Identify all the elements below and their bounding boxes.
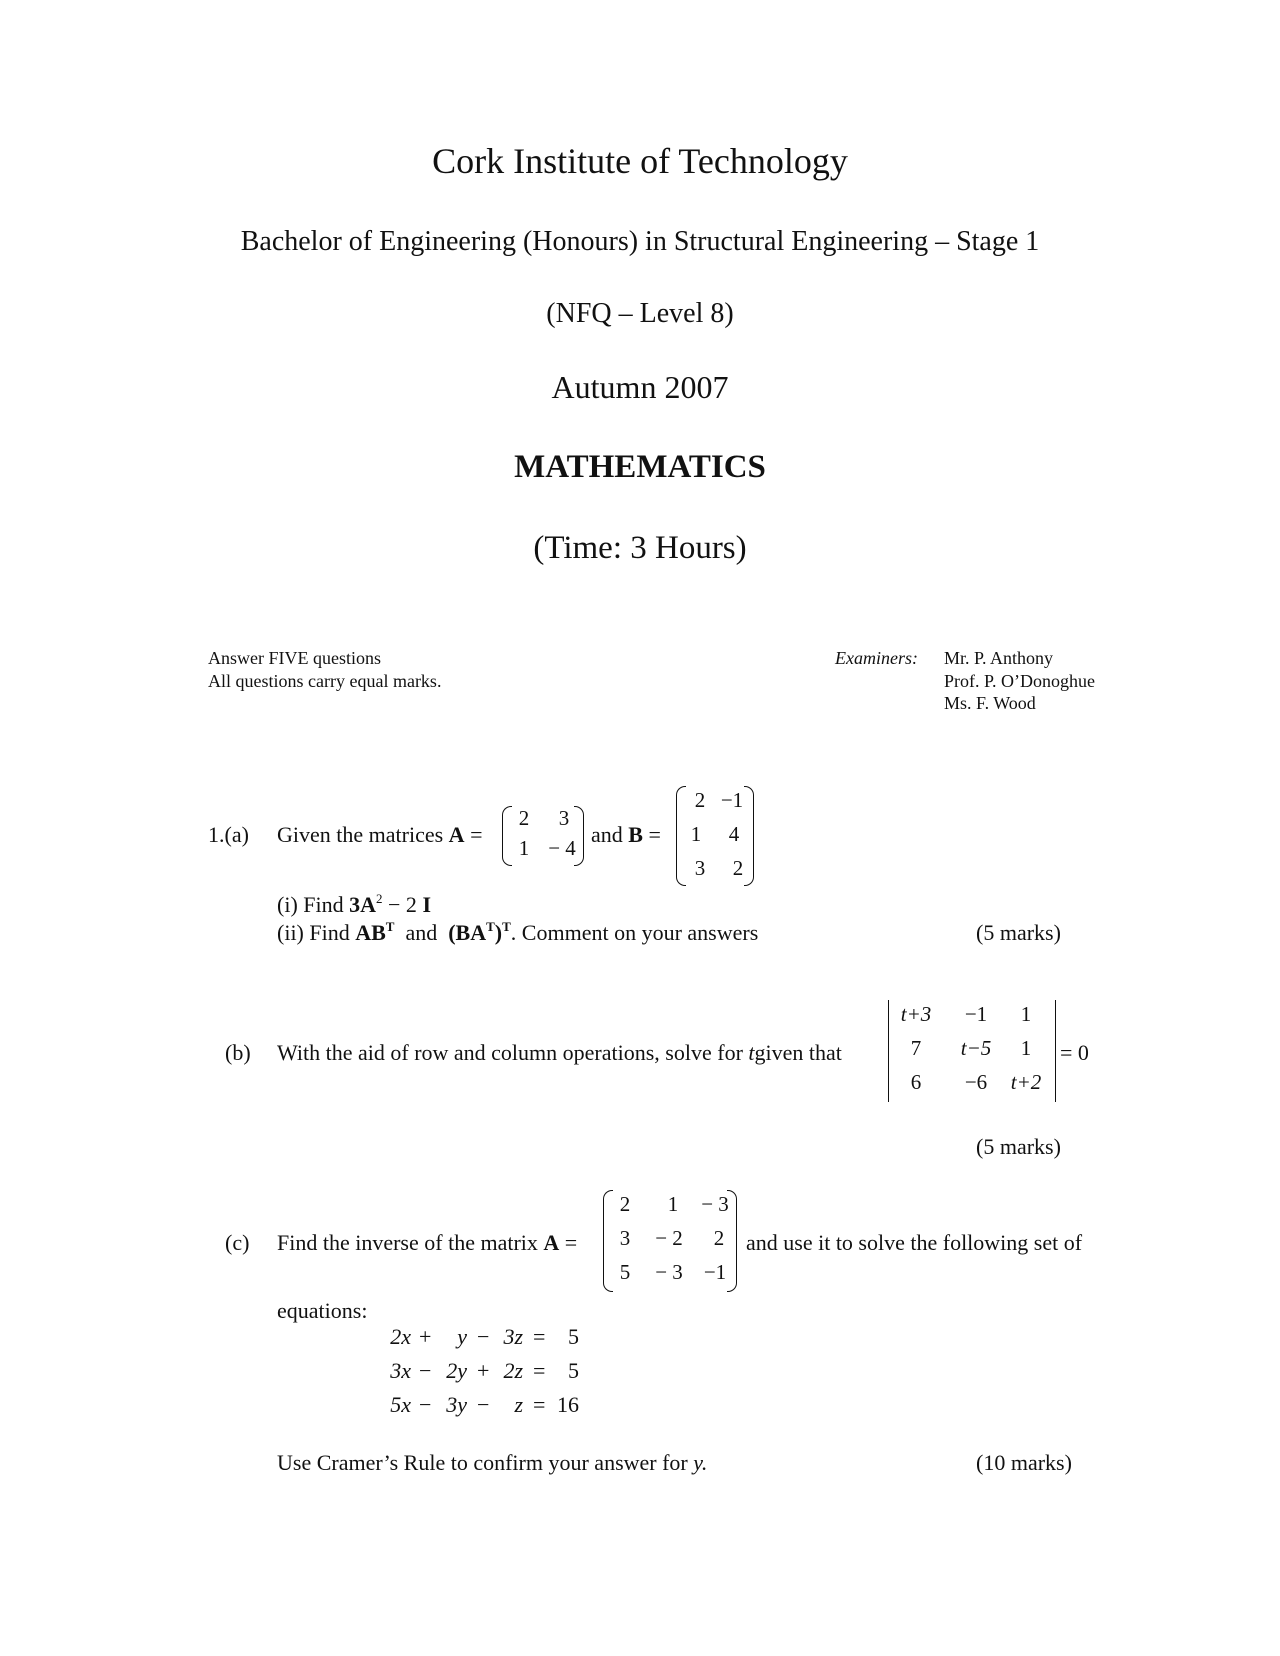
det-cell: −6 xyxy=(964,1070,988,1094)
matrix-cell: −1 xyxy=(720,788,744,812)
cramer-text: Use Cramer’s Rule to confirm your answer for xyxy=(277,1450,688,1475)
matrix-cell: −1 xyxy=(703,1260,727,1284)
institute-title: Cork Institute of Technology xyxy=(432,141,848,181)
matrix-a xyxy=(502,806,584,866)
matrix-a-label: A xyxy=(543,1230,560,1255)
eq-term: 2y xyxy=(446,1358,467,1383)
equations-label: equations: xyxy=(277,1298,368,1323)
examiner-name: Prof. P. O’Donoghue xyxy=(944,671,1095,691)
matrix-cell: 2 xyxy=(694,788,706,812)
q1c-text-main: Find the inverse of the matrix xyxy=(277,1230,538,1255)
ba-open: (BA xyxy=(448,920,487,945)
comment-text: . Comment on your answers xyxy=(510,920,759,945)
nfq-level: (NFQ – Level 8) xyxy=(546,298,734,329)
det-cell: 7 xyxy=(910,1036,922,1060)
det-cell: −1 xyxy=(964,1002,988,1026)
q1b-text-given: given that xyxy=(754,1040,842,1065)
matrix-cell: 1 xyxy=(518,836,530,860)
transpose-mark: T xyxy=(502,919,511,934)
matrix-b-label: B xyxy=(628,822,643,847)
equals-sign: = xyxy=(564,1230,578,1255)
exponent-2: 2 xyxy=(376,891,383,906)
q1b-text-main: With the aid of row and column operations, solve for xyxy=(277,1040,743,1065)
matrix-cell: 2 xyxy=(518,806,530,830)
and-word: and xyxy=(405,920,438,945)
examiner-name: Ms. F. Wood xyxy=(944,693,1036,713)
question-number: 1.(a) xyxy=(208,822,249,847)
eq-term: 3y xyxy=(446,1392,467,1417)
ba-close: ) xyxy=(494,920,503,945)
equation-system xyxy=(383,1324,613,1434)
part-i-expr xyxy=(349,892,431,917)
examiner-name: Mr. P. Anthony xyxy=(944,648,1054,668)
exam-session: Autumn 2007 xyxy=(551,369,729,405)
eq-equals: = xyxy=(533,1324,546,1349)
matrix-a-3x3 xyxy=(603,1190,737,1292)
eq-op: + xyxy=(419,1324,432,1349)
matrix-cell: 1 xyxy=(667,1192,679,1216)
determinant xyxy=(888,1000,1056,1102)
variable-y: y. xyxy=(693,1450,708,1475)
eq-term: 5x xyxy=(390,1392,411,1417)
exam-duration: (Time: 3 Hours) xyxy=(533,530,747,566)
q1a-text xyxy=(277,822,482,848)
matrix-cell: 2 xyxy=(619,1192,631,1216)
three-a: 3A xyxy=(349,892,377,917)
q1c-label: (c) xyxy=(225,1230,250,1255)
q1a-part-i xyxy=(277,892,431,918)
identity-i: I xyxy=(422,892,431,917)
eq-op: − xyxy=(419,1358,432,1383)
and-word: and xyxy=(591,822,623,847)
programme-title: Bachelor of Engineering (Honours) in Structural Engineering – Stage 1 xyxy=(240,226,1040,257)
transpose-mark: T xyxy=(385,919,395,934)
matrix-cell: − 3 xyxy=(701,1192,729,1216)
examiners-label: Examiners: xyxy=(835,648,918,668)
cramer-instruction xyxy=(277,1450,707,1476)
matrix-cell: 3 xyxy=(558,806,570,830)
eq-rhs: 5 xyxy=(568,1324,579,1349)
matrix-cell: − 4 xyxy=(548,836,576,860)
eq-rhs: 5 xyxy=(568,1358,579,1383)
q1a-and-b xyxy=(591,822,661,848)
matrix-cell: 4 xyxy=(728,822,740,846)
det-cell: t+2 xyxy=(1010,1070,1042,1094)
equals-sign: = xyxy=(648,822,661,847)
eq-term: 2x xyxy=(390,1324,411,1349)
transpose-mark: T xyxy=(486,919,495,934)
eq-term: y xyxy=(457,1324,467,1349)
equation-row xyxy=(383,1324,613,1358)
equation-row xyxy=(383,1392,613,1426)
matrix-cell: 2 xyxy=(732,856,744,880)
eq-op: − xyxy=(477,1392,490,1417)
matrix-b xyxy=(676,786,754,886)
subject-title: MATHEMATICS xyxy=(514,449,766,485)
matrix-cell: − 2 xyxy=(655,1226,683,1250)
q1c-marks: (10 marks) xyxy=(976,1450,1072,1475)
matrix-cell: 2 xyxy=(713,1226,725,1250)
eq-term: 3z xyxy=(503,1324,523,1349)
matrix-cell: 1 xyxy=(690,822,702,846)
det-cell: 1 xyxy=(1020,1002,1032,1026)
det-cell: t+3 xyxy=(900,1002,932,1026)
matrix-cell: 3 xyxy=(694,856,706,880)
det-equals-zero: = 0 xyxy=(1060,1040,1089,1065)
eq-term: z xyxy=(514,1392,523,1417)
equation-row xyxy=(383,1358,613,1392)
det-right-bar xyxy=(1055,1000,1056,1102)
q1c-text-continued: and use it to solve the following set of xyxy=(746,1230,1083,1255)
q1b-text xyxy=(277,1040,842,1066)
eq-op: − xyxy=(419,1392,432,1417)
ab-product: AB xyxy=(355,920,386,945)
eq-term: 2z xyxy=(503,1358,523,1383)
det-cell: 6 xyxy=(910,1070,922,1094)
matrix-cell: − 3 xyxy=(655,1260,683,1284)
q1b-label: (b) xyxy=(225,1040,251,1065)
q1c-text xyxy=(277,1230,577,1256)
matrix-cell: 3 xyxy=(619,1226,631,1250)
eq-op: − xyxy=(477,1324,490,1349)
det-left-bar xyxy=(888,1000,889,1102)
q1a-given-text: Given the matrices xyxy=(277,822,444,847)
equals-sign: = xyxy=(470,822,483,847)
minus-two: − 2 xyxy=(382,892,417,917)
q1a-part-ii xyxy=(277,920,758,946)
matrix-cell: 5 xyxy=(619,1260,631,1284)
instruction-equal-marks: All questions carry equal marks. xyxy=(208,671,442,691)
matrix-a-label: A xyxy=(448,822,465,847)
eq-rhs: 16 xyxy=(557,1392,579,1417)
det-cell: t−5 xyxy=(960,1036,992,1060)
variable-t: t xyxy=(748,1040,755,1065)
det-cell: 1 xyxy=(1020,1036,1032,1060)
eq-equals: = xyxy=(533,1392,546,1417)
q1b-marks: (5 marks) xyxy=(976,1134,1061,1159)
eq-term: 3x xyxy=(390,1358,411,1383)
part-i-label: (i) Find xyxy=(277,892,344,917)
q1a-marks: (5 marks) xyxy=(976,920,1061,945)
eq-equals: = xyxy=(533,1358,546,1383)
eq-op: + xyxy=(477,1358,490,1383)
part-ii-label: (ii) Find xyxy=(277,920,350,945)
instruction-answer-five: Answer FIVE questions xyxy=(208,648,381,668)
